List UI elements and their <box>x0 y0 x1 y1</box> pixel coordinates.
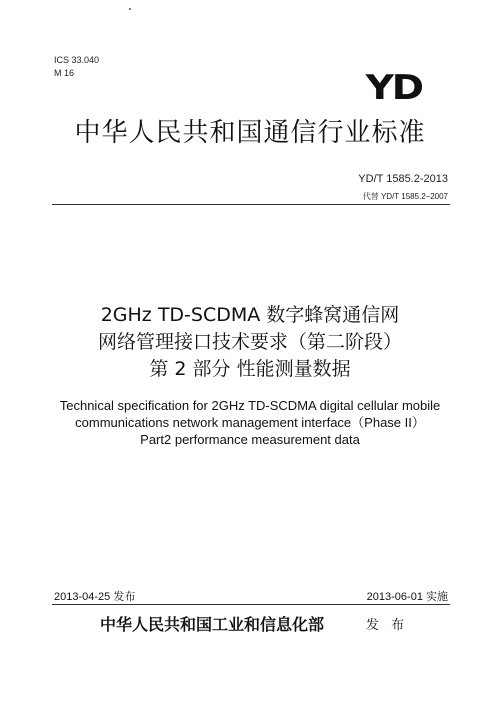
title-en-line-3: Part2 performance measurement data <box>140 432 360 447</box>
title-en-line-2: communications network management interface（Phase II） <box>75 415 425 430</box>
footer-divider <box>52 604 450 605</box>
yd-logo: YD <box>365 68 422 108</box>
document-title-english <box>0 397 500 448</box>
title-cn-line-2: 网络管理接口技术要求（第二阶段） <box>97 331 402 353</box>
standard-category-title: 中华人民共和国通信行业标准 <box>74 118 426 148</box>
replaces-standard: 代替 YD/T 1585.2–2007 <box>362 192 448 201</box>
ics-code: ICS 33.040 <box>54 55 100 65</box>
document-title-chinese <box>0 302 500 383</box>
publish-label: 发 布 <box>366 618 409 633</box>
title-en-line-1: Technical specification for 2GHz TD-SCDMA digital cellular mobile <box>59 398 441 413</box>
classification-codes <box>54 54 99 80</box>
title-cn-line-1: 2GHz TD-SCDMA 数字蜂窝通信网 <box>100 304 400 326</box>
header-divider <box>52 204 450 205</box>
implementation-date: 2013-06-01 实施 <box>366 591 448 603</box>
publisher-name: 中华人民共和国工业和信息化部 <box>100 615 325 634</box>
title-cn-line-3: 第 2 部分 性能测量数据 <box>149 358 351 380</box>
ccs-code: M 16 <box>54 68 75 78</box>
standard-number: YD/T 1585.2-2013 <box>358 173 448 185</box>
issue-date: 2013-04-25 发布 <box>54 591 136 603</box>
scan-speck <box>129 8 131 10</box>
